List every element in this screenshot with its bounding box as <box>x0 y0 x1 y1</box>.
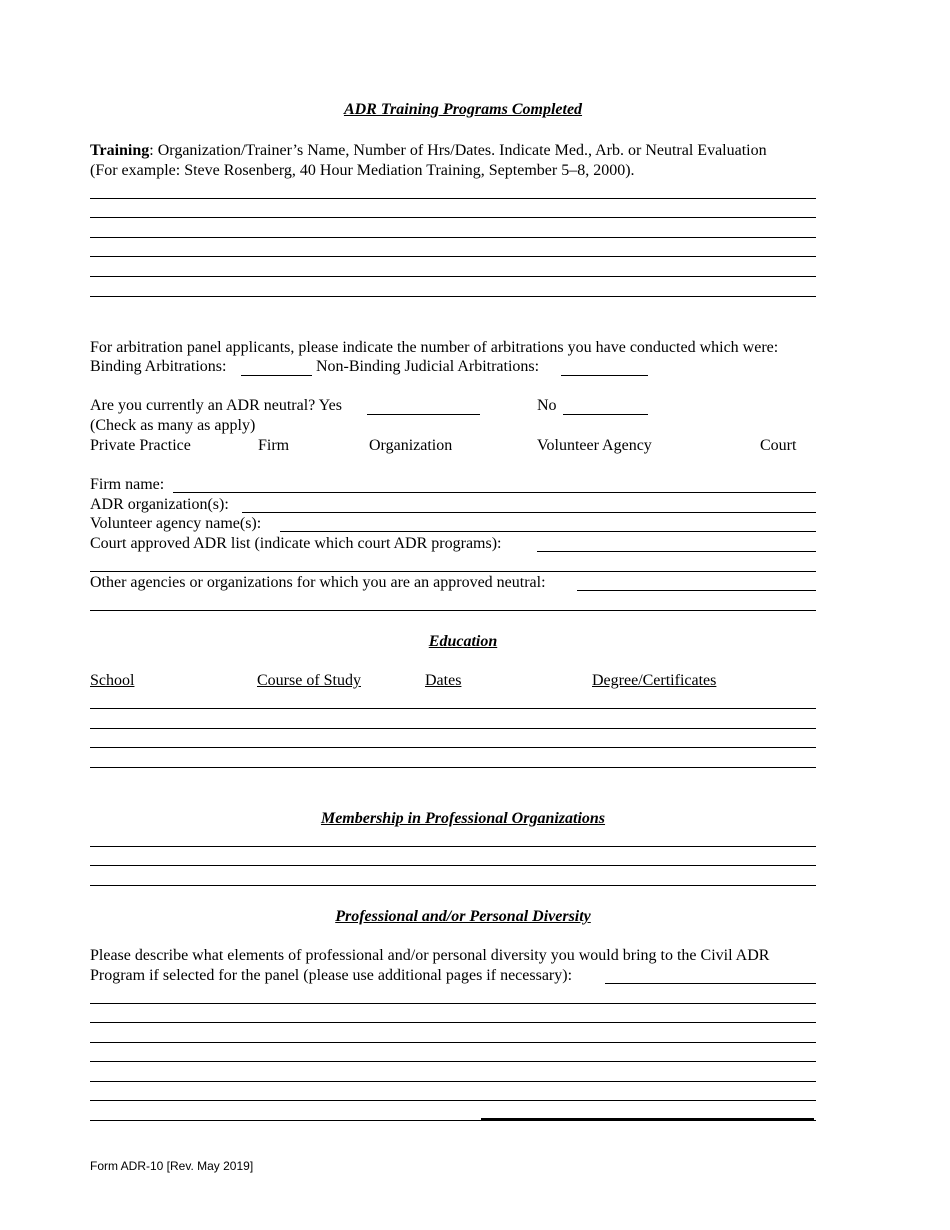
arbitration-prompt: For arbitration panel applicants, please indicate the number of arbitrations you have conducted which were: <box>90 339 779 356</box>
diversity-line-4[interactable] <box>90 1061 816 1062</box>
check-note: (Check as many as apply) <box>90 417 256 434</box>
diversity-line-2[interactable] <box>90 1022 816 1023</box>
education-col-degree: Degree/Certificates <box>592 672 717 689</box>
membership-line-2[interactable] <box>90 865 816 866</box>
education-col-school: School <box>90 672 135 689</box>
adr-organization-label: ADR organization(s): <box>90 496 229 513</box>
adr-neutral-no-label: No <box>537 397 557 414</box>
membership-line-1[interactable] <box>90 846 816 847</box>
adr-neutral-question: Are you currently an ADR neutral? Yes <box>90 397 342 414</box>
education-heading: Education <box>428 633 498 650</box>
volunteer-agency-label: Volunteer agency name(s): <box>90 515 262 532</box>
diversity-line-3[interactable] <box>90 1042 816 1043</box>
nonbinding-arbitrations-field[interactable] <box>561 375 648 376</box>
adr-organization-field[interactable] <box>242 512 816 513</box>
training-instruction-text: : Organization/Trainer’s Name, Number of Hrs/Dates. Indicate Med., Arb. or Neutral Evaluation <box>149 142 767 159</box>
binding-arbitrations-field[interactable] <box>241 375 312 376</box>
education-line-2[interactable] <box>90 728 816 729</box>
binding-arbitrations-label: Binding Arbitrations: <box>90 358 227 375</box>
membership-line-3[interactable] <box>90 885 816 886</box>
option-organization[interactable]: Organization <box>369 437 453 454</box>
education-line-4[interactable] <box>90 767 816 768</box>
option-private-practice[interactable]: Private Practice <box>90 437 191 454</box>
training-line-1[interactable] <box>90 198 816 199</box>
diversity-prompt-line-2: Program if selected for the panel (please use additional pages if necessary): <box>90 967 573 984</box>
diversity-line-7-overlay <box>481 1118 814 1120</box>
option-firm[interactable]: Firm <box>258 437 290 454</box>
diversity-line-1[interactable] <box>90 1003 816 1004</box>
education-col-dates: Dates <box>425 672 462 689</box>
other-agencies-line-2[interactable] <box>90 610 816 611</box>
training-heading: ADR Training Programs Completed <box>343 101 583 118</box>
training-line-4[interactable] <box>90 256 816 257</box>
firm-name-label: Firm name: <box>90 476 165 493</box>
court-approved-label: Court approved ADR list (indicate which court ADR programs): <box>90 535 502 552</box>
diversity-line-7[interactable] <box>90 1120 816 1121</box>
other-agencies-label: Other agencies or organizations for which you are an approved neutral: <box>90 574 546 591</box>
adr-neutral-yes-field[interactable] <box>367 414 480 415</box>
diversity-field[interactable] <box>605 983 816 984</box>
training-instruction <box>90 142 767 160</box>
adr-neutral-no-field[interactable] <box>563 414 648 415</box>
training-example: (For example: Steve Rosenberg, 40 Hour Mediation Training, September 5–8, 2000). <box>90 162 635 179</box>
nonbinding-arbitrations-label: Non-Binding Judicial Arbitrations: <box>316 358 540 375</box>
diversity-prompt-line-1: Please describe what elements of professional and/or personal diversity you would bring to the Civil ADR <box>90 947 770 964</box>
education-line-1[interactable] <box>90 708 816 709</box>
diversity-heading: Professional and/or Personal Diversity <box>335 908 591 925</box>
education-line-3[interactable] <box>90 747 816 748</box>
volunteer-agency-field[interactable] <box>280 531 816 532</box>
training-line-6[interactable] <box>90 296 816 297</box>
court-approved-line-2[interactable] <box>90 571 816 572</box>
court-approved-field[interactable] <box>537 551 816 552</box>
diversity-line-5[interactable] <box>90 1081 816 1082</box>
form-id-footer: Form ADR-10 [Rev. May 2019] <box>90 1159 254 1173</box>
training-label: Training <box>90 142 150 159</box>
training-line-3[interactable] <box>90 237 816 238</box>
firm-name-field[interactable] <box>173 492 816 493</box>
diversity-line-6[interactable] <box>90 1100 816 1101</box>
option-court[interactable]: Court <box>760 437 797 454</box>
option-volunteer-agency[interactable]: Volunteer Agency <box>537 437 652 454</box>
training-line-5[interactable] <box>90 276 816 277</box>
education-col-course: Course of Study <box>257 672 361 689</box>
other-agencies-field[interactable] <box>577 590 816 591</box>
training-line-2[interactable] <box>90 217 816 218</box>
membership-heading: Membership in Professional Organizations <box>320 810 606 827</box>
